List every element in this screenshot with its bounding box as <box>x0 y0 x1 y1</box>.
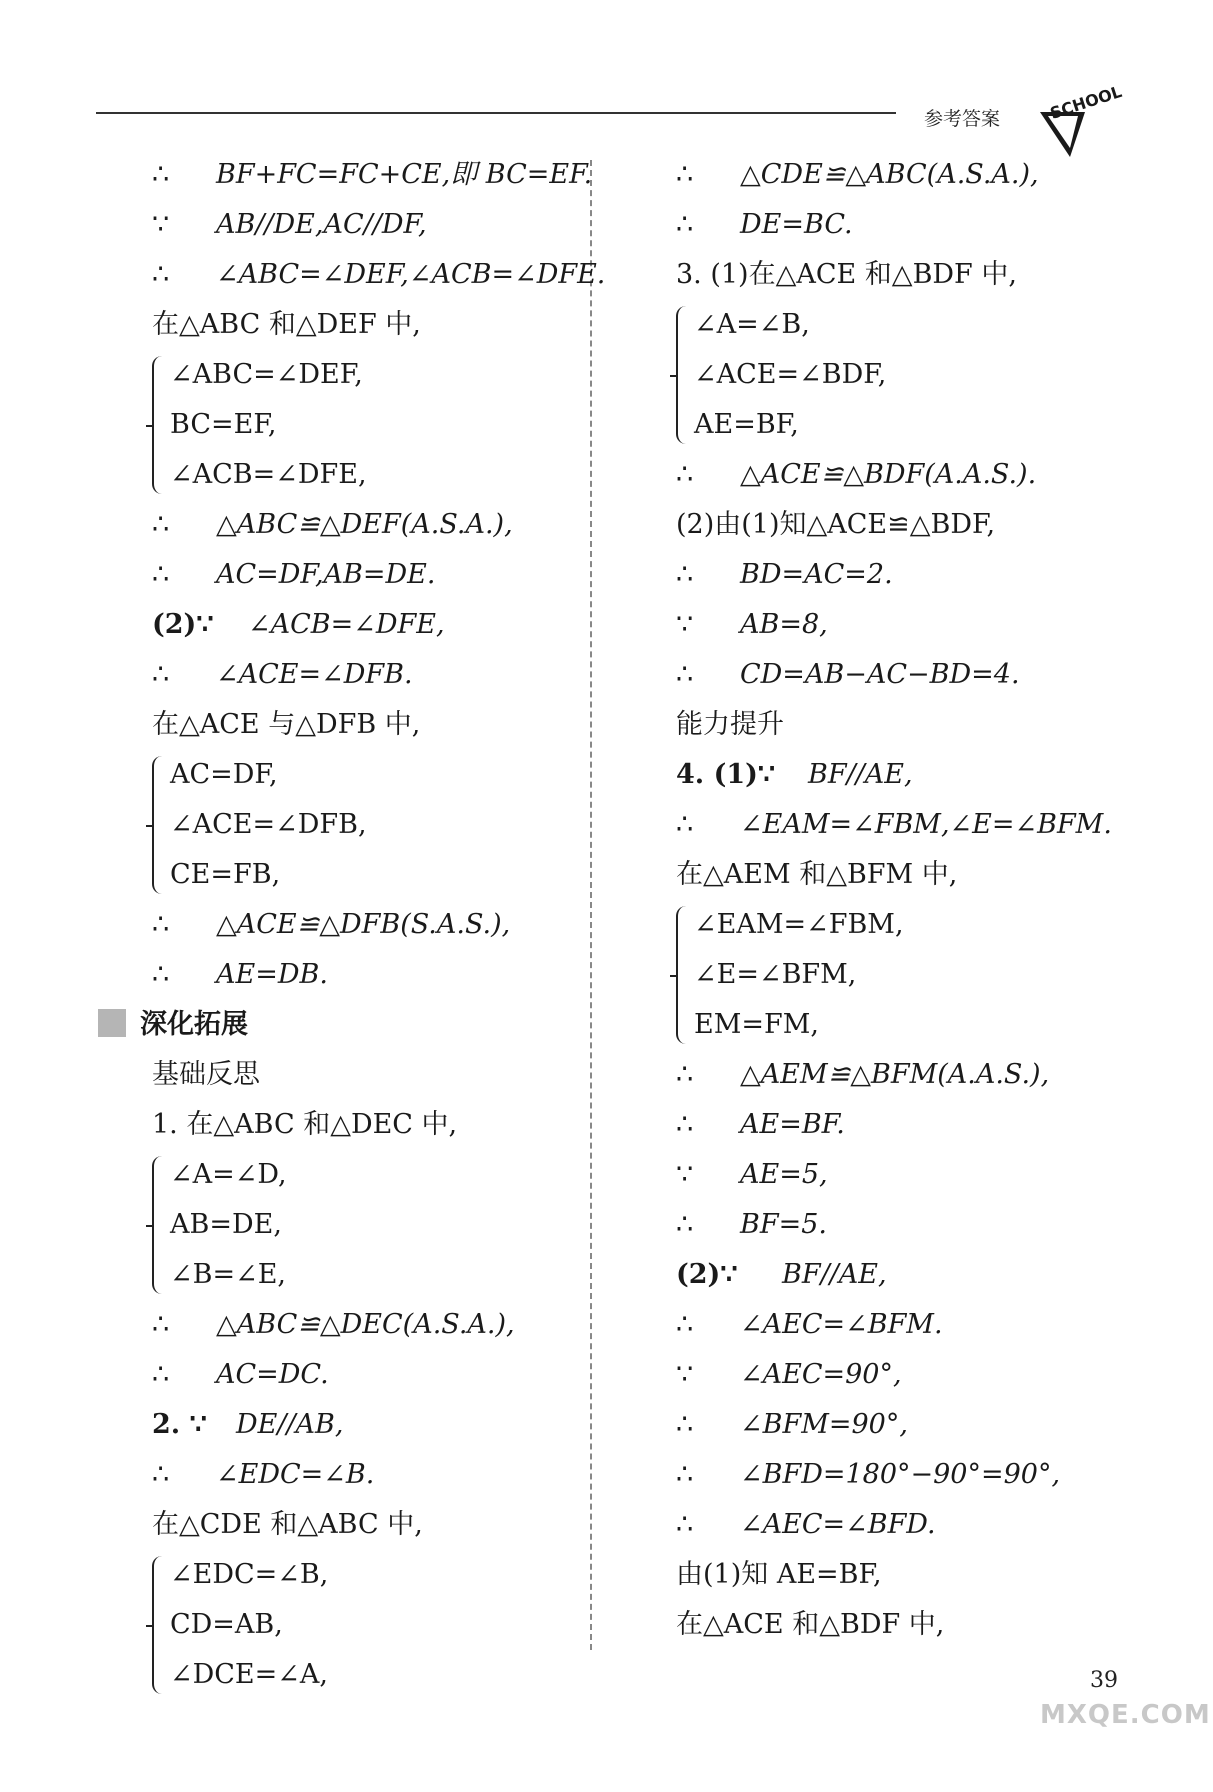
text-line: ∴ ∠EDC=∠B. <box>152 1459 375 1490</box>
column-divider <box>590 160 592 1650</box>
brace-icon <box>676 906 688 1044</box>
text-line: ∴ ∠ACE=∠DFB. <box>152 659 413 690</box>
equation-system: ∠EAM=∠FBM, ∠E=∠BFM, EM=FM, <box>676 900 1156 1050</box>
text-line: ∵ ∠AEC=90°, <box>676 1359 902 1390</box>
page-number: 39 <box>1090 1668 1118 1693</box>
text-line: ∴ BF=5. <box>676 1209 827 1240</box>
question-line: 4. (1)∵ BF//AE, <box>676 759 913 790</box>
text-line: 在△ACE 和△BDF 中, <box>676 1609 945 1640</box>
header-title: 参考答案 <box>924 108 1001 130</box>
subheading: 能力提升 <box>676 709 784 740</box>
text-line: 在△ABC 和△DEF 中, <box>152 309 421 340</box>
text-line: ∴ AE=DB. <box>152 959 328 990</box>
left-column <box>140 150 606 1700</box>
brace-icon <box>152 1156 164 1294</box>
right-column <box>676 150 1156 1650</box>
question-line: 3. (1)在△ACE 和△BDF 中, <box>676 259 1017 290</box>
equation-system: AC=DF, ∠ACE=∠DFB, CE=FB, <box>152 750 572 900</box>
text-line: ∵ AB=8, <box>676 609 828 640</box>
text-line: ∴ AC=DC. <box>152 1359 329 1390</box>
text-line: ∴ ∠EAM=∠FBM,∠E=∠BFM. <box>676 809 1112 840</box>
text-line: ∴ BD=AC=2. <box>676 559 893 590</box>
text-line: ∴ △ABC≌△DEC(A.S.A.), <box>152 1309 515 1340</box>
text-line: (2)由(1)知△ACE≌△BDF, <box>676 509 996 540</box>
text-line: ∵ AB//DE,AC//DF, <box>152 209 427 240</box>
text-line: ∴ △CDE≌△ABC(A.S.A.), <box>676 159 1039 190</box>
text-line: 在△CDE 和△ABC 中, <box>152 1509 423 1540</box>
text-line: ∴ BF+FC=FC+CE,即 BC=EF. <box>152 159 593 190</box>
section-marker-icon <box>98 1009 126 1037</box>
text-line: ∴ ∠BFD=180°−90°=90°, <box>676 1459 1061 1490</box>
brace-icon <box>152 1556 164 1694</box>
question-line: 1. 在△ABC 和△DEC 中, <box>152 1109 458 1140</box>
text-line: (2)∵ BF//AE, <box>676 1259 887 1290</box>
brace-icon <box>152 356 164 494</box>
watermark: MXQE.COM <box>1040 1700 1211 1730</box>
section-heading: 深化拓展 <box>98 1000 572 1050</box>
text-line: 在△ACE 与△DFB 中, <box>152 709 421 740</box>
svg-text:SCHOOL: SCHOOL <box>1047 82 1125 123</box>
text-line: 由(1)知 AE=BF, <box>676 1559 882 1590</box>
subheading: 基础反思 <box>152 1059 260 1090</box>
equation-system: ∠A=∠D, AB=DE, ∠B=∠E, <box>152 1150 572 1300</box>
question-line: 2. ∵ DE//AB, <box>152 1409 344 1440</box>
text-line: ∴ △ABC≌△DEF(A.S.A.), <box>152 509 513 540</box>
text-line: ∴ △ACE≌△BDF(A.A.S.). <box>676 459 1037 490</box>
text-line: (2)∵ ∠ACB=∠DFE, <box>152 609 445 640</box>
text-line: ∴ ∠ABC=∠DEF,∠ACB=∠DFE. <box>152 259 606 290</box>
text-line: ∵ AE=5, <box>676 1159 828 1190</box>
equation-system: ∠ABC=∠DEF, BC=EF, ∠ACB=∠DFE, <box>152 350 572 500</box>
text-line: ∴ △AEM≌△BFM(A.A.S.), <box>676 1059 1050 1090</box>
text-line: ∴ CD=AB−AC−BD=4. <box>676 659 1020 690</box>
text-line: ∴ AC=DF,AB=DE. <box>152 559 436 590</box>
equation-system: ∠EDC=∠B, CD=AB, ∠DCE=∠A, <box>152 1550 572 1700</box>
text-line: ∴ DE=BC. <box>676 209 853 240</box>
text-line: ∴ △ACE≌△DFB(S.A.S.), <box>152 909 511 940</box>
text-line: ∴ AE=BF. <box>676 1109 845 1140</box>
text-line: ∴ ∠AEC=∠BFM. <box>676 1309 943 1340</box>
text-line: ∴ ∠AEC=∠BFD. <box>676 1509 936 1540</box>
brace-icon <box>152 756 164 894</box>
text-line: ∴ ∠BFM=90°, <box>676 1409 908 1440</box>
equation-system: ∠A=∠B, ∠ACE=∠BDF, AE=BF, <box>676 300 1156 450</box>
brace-icon <box>676 306 688 444</box>
text-line: 在△AEM 和△BFM 中, <box>676 859 958 890</box>
header-rule <box>96 112 896 114</box>
